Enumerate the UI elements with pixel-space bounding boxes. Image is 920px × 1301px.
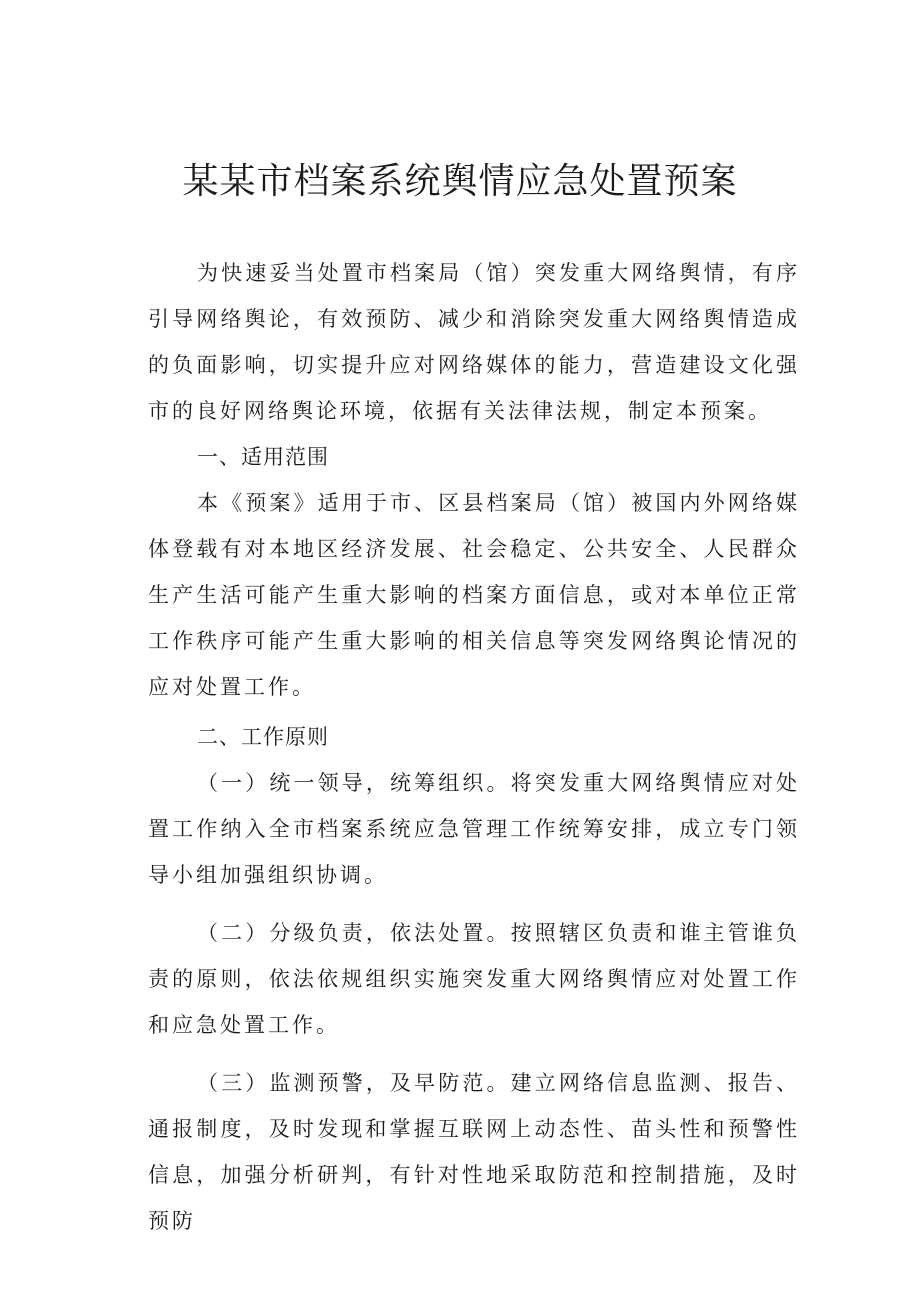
principle-paragraph-2: （二）分级负责，依法处置。按照辖区负责和谁主管谁负责的原则，依法依规组织实施突发重大网络舆情应对处置工作和应急处置工作。 xyxy=(148,921,800,1037)
principle-paragraph-1: （一）统一领导，统筹组织。将突发重大网络舆情应对处置工作纳入全市档案系统应急管理工作统筹安排，成立专门领导小组加强组织协调。 xyxy=(148,771,800,887)
intro-paragraph: 为快速妥当处置市档案局（馆）突发重大网络舆情，有序引导网络舆论，有效预防、减少和消除突发重大网络舆情造成的负面影响，切实提升应对网络媒体的能力，营造建设文化强市的良好网络舆论环境，依据有关法律法规，制定本预案。 xyxy=(148,261,800,423)
document-title: 某某市档案系统舆情应急处置预案 xyxy=(182,161,738,202)
section-heading-principles: 二、工作原则 xyxy=(197,725,329,749)
section-heading-scope: 一、适用范围 xyxy=(197,445,329,469)
scope-paragraph: 本《预案》适用于市、区县档案局（馆）被国内外网络媒体登载有对本地区经济发展、社会稳定、公共安全、人民群众生产生活可能产生重大影响的档案方面信息，或对本单位正常工作秩序可能产生重大影响的相关信息等突发网络舆论情况的应对处置工作。 xyxy=(148,491,800,699)
document-body xyxy=(148,250,800,1244)
principle-paragraph-3: （三）监测预警，及早防范。建立网络信息监测、报告、通报制度，及时发现和掌握互联网上动态性、苗头性和预警性信息，加强分析研判，有针对性地采取防范和控制措施，及时预防 xyxy=(148,1071,800,1233)
